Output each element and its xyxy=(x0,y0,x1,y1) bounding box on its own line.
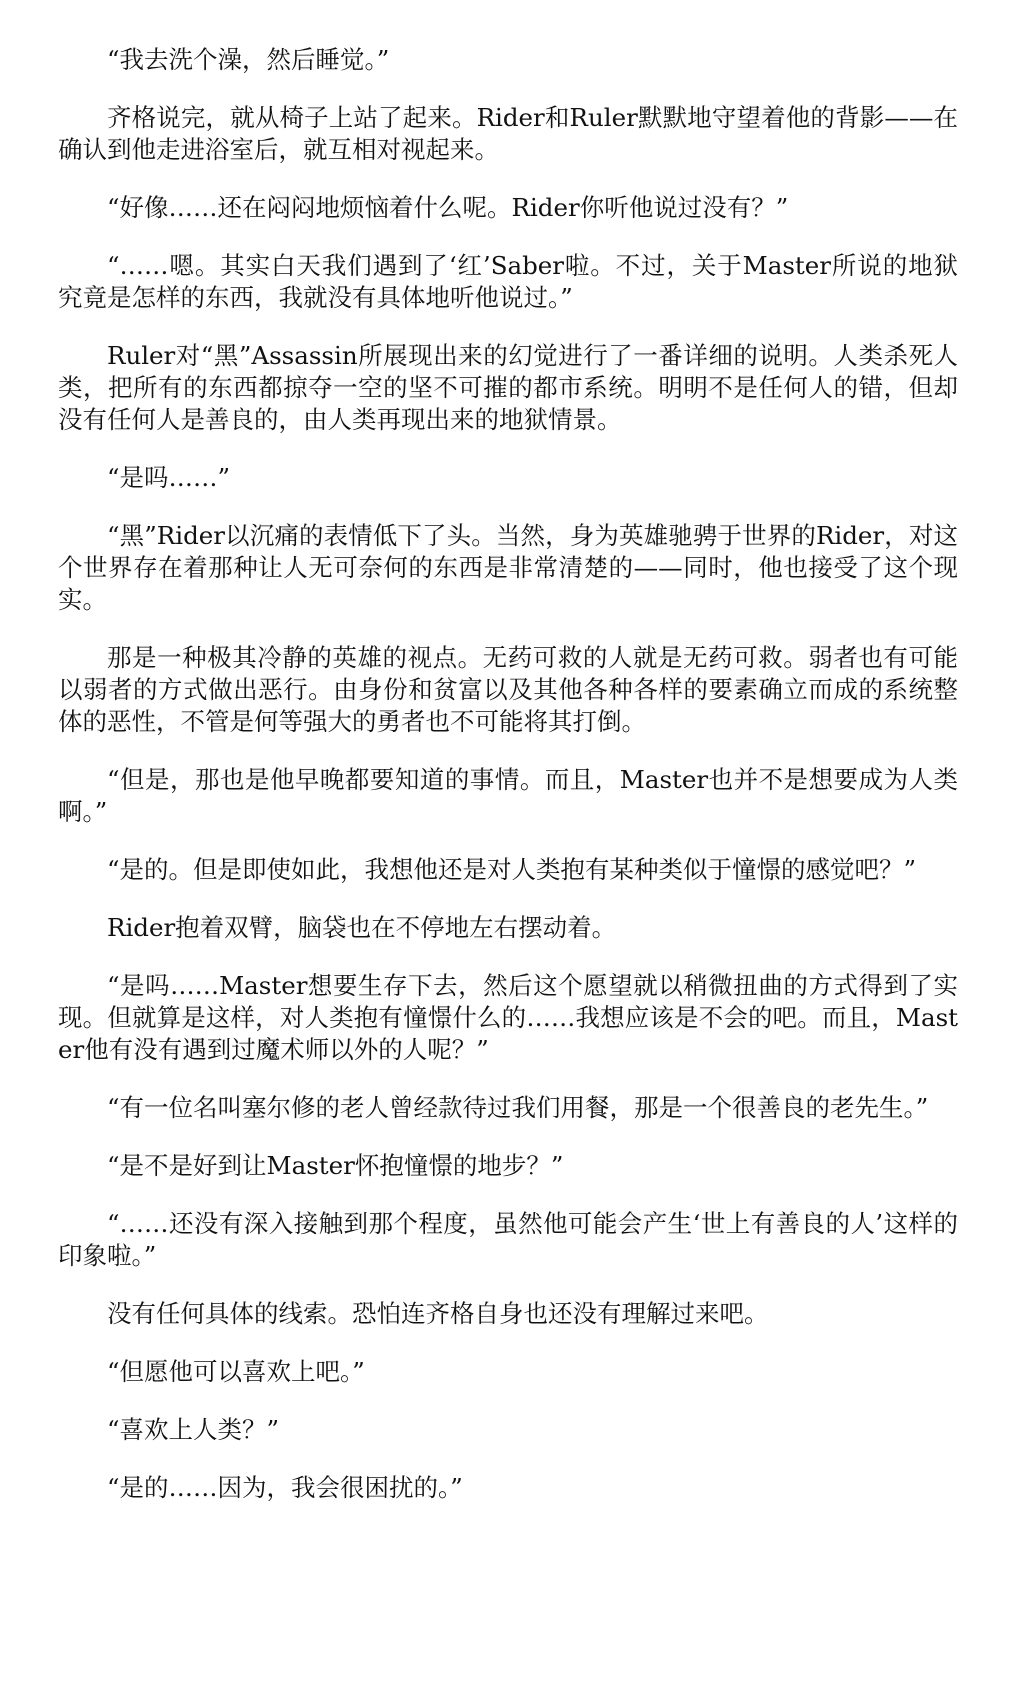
paragraph: “黑”Rider以沉痛的表情低下了头。当然，身为英雄驰骋于世界的Rider，对这个世界存在着那种让人无可奈何的东西是非常清楚的——同时，他也接受了这个现实。 xyxy=(58,521,958,614)
paragraph: “有一位名叫塞尔修的老人曾经款待过我们用餐，那是一个很善良的老先生。” xyxy=(107,1093,929,1122)
paragraph: “是吗……” xyxy=(107,463,231,492)
paragraph: Rider抱着双臂，脑袋也在不停地左右摆动着。 xyxy=(107,913,617,942)
paragraph: “喜欢上人类？” xyxy=(107,1415,280,1444)
paragraph: “是吗……Master想要生存下去，然后这个愿望就以稍微扭曲的方式得到了实现。但就算是这样，对人类抱有憧憬什么的……我想应该是不会的吧。而且，Master他有没有遇到过魔术师以外的人呢？” xyxy=(58,971,958,1064)
document-page xyxy=(58,44,958,1530)
paragraph: “但愿他可以喜欢上吧。” xyxy=(107,1357,365,1386)
paragraph: 没有任何具体的线索。恐怕连齐格自身也还没有理解过来吧。 xyxy=(107,1299,769,1328)
paragraph: “但是，那也是他早晚都要知道的事情。而且，Master也并不是想要成为人类啊。” xyxy=(58,765,958,826)
paragraph: “是的。但是即使如此，我想他还是对人类抱有某种类似于憧憬的感觉吧？” xyxy=(107,855,917,884)
paragraph: “是不是好到让Master怀抱憧憬的地步？” xyxy=(107,1151,564,1180)
paragraph: “好像……还在闷闷地烦恼着什么呢。Rider你听他说过没有？” xyxy=(107,193,789,222)
paragraph: 那是一种极其冷静的英雄的视点。无药可救的人就是无药可救。弱者也有可能以弱者的方式做出恶行。由身份和贫富以及其他各种各样的要素确立而成的系统整体的恶性，不管是何等强大的勇者也不可能将其打倒。 xyxy=(58,643,958,736)
paragraph: “……嗯。其实白天我们遇到了‘红’Saber啦。不过，关于Master所说的地狱究竟是怎样的东西，我就没有具体地听他说过。” xyxy=(58,251,958,312)
paragraph: 齐格说完，就从椅子上站了起来。Rider和Ruler默默地守望着他的背影——在确认到他走进浴室后，就互相对视起来。 xyxy=(58,103,958,164)
paragraph: “……还没有深入接触到那个程度，虽然他可能会产生‘世上有善良的人’这样的印象啦。” xyxy=(58,1209,958,1270)
paragraph: Ruler对“黑”Assassin所展现出来的幻觉进行了一番详细的说明。人类杀死人类，把所有的东西都掠夺一空的坚不可摧的都市系统。明明不是任何人的错，但却没有任何人是善良的，由人类再现出来的地狱情景。 xyxy=(58,341,958,434)
paragraph: “是的……因为，我会很困扰的。” xyxy=(107,1473,463,1502)
paragraph: “我去洗个澡，然后睡觉。” xyxy=(107,45,390,74)
